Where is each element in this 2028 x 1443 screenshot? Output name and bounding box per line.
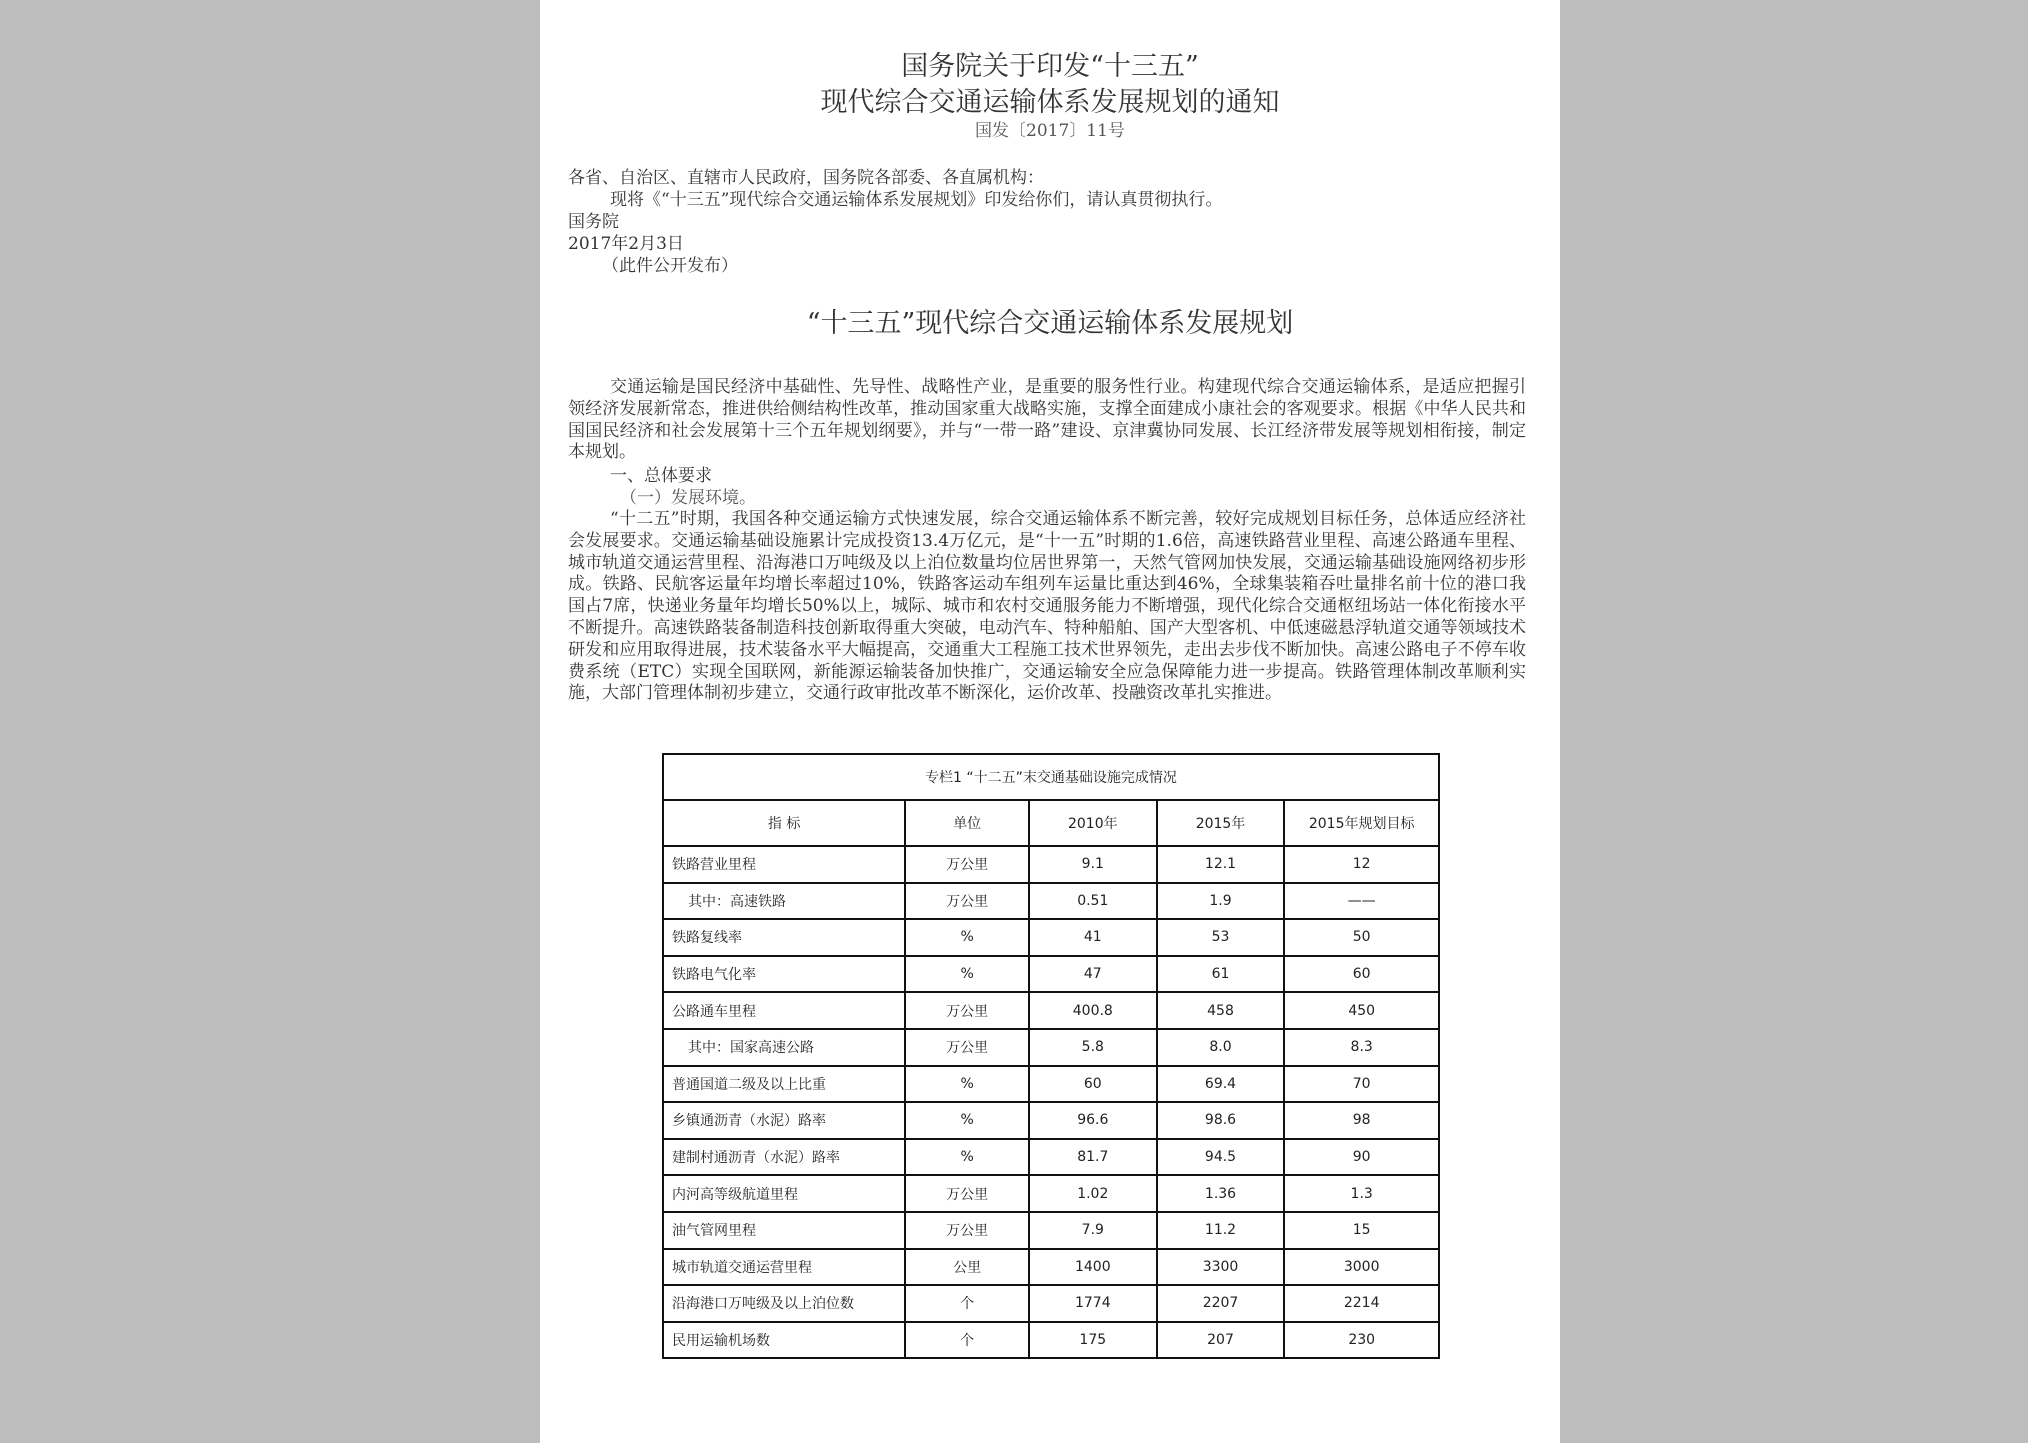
value-2010: 400.8 <box>1029 992 1157 1029</box>
row-indicator: 油气管网里程 <box>663 1212 905 1249</box>
addressee: 各省、自治区、直辖市人民政府，国务院各部委、各直属机构： <box>568 168 1044 188</box>
value-2015: 94.5 <box>1157 1139 1285 1176</box>
value-2015: 12.1 <box>1157 846 1285 883</box>
value-2010: 1774 <box>1029 1285 1157 1322</box>
row-unit: % <box>905 1139 1029 1176</box>
table-row <box>663 1175 1439 1212</box>
value-2015: 1.9 <box>1157 883 1285 920</box>
row-indicator: 城市轨道交通运营里程 <box>663 1249 905 1286</box>
value-target: 230 <box>1284 1322 1439 1359</box>
value-2010: 9.1 <box>1029 846 1157 883</box>
row-indicator: 铁路电气化率 <box>663 956 905 993</box>
intro-paragraph: 交通运输是国民经济中基础性、先导性、战略性产业，是重要的服务性行业。构建现代综合交通运输体系，是适应把握引领经济发展新常态，推进供给侧结构性改革，推动国家重大战略实施，支撑全面建成小康社会的客观要求。根据《中华人民共和国国民经济和社会发展第十三个五年规划纲要》，并与“一带一路”建设、京津冀协同发展、长江经济带发展等规划相衔接，制定本规划。 <box>568 377 1526 463</box>
row-indicator: 沿海港口万吨级及以上泊位数 <box>663 1285 905 1322</box>
value-target: —— <box>1284 883 1439 920</box>
signer: 国务院 <box>568 212 619 232</box>
value-2010: 47 <box>1029 956 1157 993</box>
row-unit: % <box>905 956 1029 993</box>
row-indicator: 公路通车里程 <box>663 992 905 1029</box>
value-target: 60 <box>1284 956 1439 993</box>
table-header-row <box>663 800 1439 846</box>
value-target: 2214 <box>1284 1285 1439 1322</box>
value-target: 98 <box>1284 1102 1439 1139</box>
table-row <box>663 1322 1439 1359</box>
column-header: 2015年 <box>1157 800 1285 846</box>
row-indicator: 民用运输机场数 <box>663 1322 905 1359</box>
value-target: 1.3 <box>1284 1175 1439 1212</box>
row-unit: 万公里 <box>905 1212 1029 1249</box>
value-2015: 458 <box>1157 992 1285 1029</box>
value-target: 12 <box>1284 846 1439 883</box>
value-2010: 60 <box>1029 1066 1157 1103</box>
table-row <box>663 883 1439 920</box>
table-row <box>663 846 1439 883</box>
column-header: 指 标 <box>663 800 905 846</box>
row-unit: 万公里 <box>905 1029 1029 1066</box>
value-target: 15 <box>1284 1212 1439 1249</box>
table-row <box>663 1102 1439 1139</box>
value-2010: 7.9 <box>1029 1212 1157 1249</box>
value-2015: 69.4 <box>1157 1066 1285 1103</box>
value-target: 70 <box>1284 1066 1439 1103</box>
value-2010: 1400 <box>1029 1249 1157 1286</box>
value-target: 450 <box>1284 992 1439 1029</box>
plan-title: “十三五”现代综合交通运输体系发展规划 <box>806 308 1294 339</box>
row-unit: % <box>905 919 1029 956</box>
value-2015: 11.2 <box>1157 1212 1285 1249</box>
value-2015: 3300 <box>1157 1249 1285 1286</box>
row-unit: 万公里 <box>905 846 1029 883</box>
column-header: 单位 <box>905 800 1029 846</box>
table-caption: 专栏1 “十二五”末交通基础设施完成情况 <box>663 754 1439 800</box>
value-2010: 41 <box>1029 919 1157 956</box>
value-2015: 2207 <box>1157 1285 1285 1322</box>
table-row <box>663 1066 1439 1103</box>
table-row <box>663 1212 1439 1249</box>
value-2015: 98.6 <box>1157 1102 1285 1139</box>
table-row <box>663 919 1439 956</box>
table-row <box>663 992 1439 1029</box>
row-indicator: 普通国道二级及以上比重 <box>663 1066 905 1103</box>
row-indicator: 铁路复线率 <box>663 919 905 956</box>
notice-title-line1: 国务院关于印发“十三五” <box>901 51 1199 82</box>
row-unit: 个 <box>905 1285 1029 1322</box>
environment-paragraph: “十二五”时期，我国各种交通运输方式快速发展，综合交通运输体系不断完善，较好完成规划目标任务，总体适应经济社会发展要求。交通运输基础设施累计完成投资13.4万亿元，是“十一五”时期的1.6倍，高速铁路营业里程、高速公路通车里程、城市轨道交通运营里程、沿海港口万吨级及以上泊位数量均位居世界第一，天然气管网加快发展，交通运输基础设施网络初步形成。铁路、民航客运量年均增长率超过10%，铁路客运动车组列车运量比重达到46%，全球集装箱吞吐量排名前十位的港口我国占7席，快递业务量年均增长50%以上，城际、城市和农村交通服务能力不断增强，现代化综合交通枢纽场站一体化衔接水平不断提升。高速铁路装备制造科技创新取得重大突破，电动汽车、特种船舶、国产大型客机、中低速磁悬浮轨道交通等领域技术研发和应用取得进展，技术装备水平大幅提高，交通重大工程施工技术世界领先，走出去步伐不断加快。高速公路电子不停车收费系统（ETC）实现全国联网，新能源运输装备加快推广，交通运输安全应急保障能力进一步提高。铁路管理体制改革顺利实施，大部门管理体制初步建立，交通行政审批改革不断深化，运价改革、投融资改革扎实推进。 <box>568 509 1526 704</box>
notice-body: 现将《“十三五”现代综合交通运输体系发展规划》印发给你们，请认真贯彻执行。 <box>610 190 1223 210</box>
value-2010: 5.8 <box>1029 1029 1157 1066</box>
value-target: 50 <box>1284 919 1439 956</box>
row-indicator: 其中：高速铁路 <box>663 883 905 920</box>
column-header: 2010年 <box>1029 800 1157 846</box>
row-indicator: 铁路营业里程 <box>663 846 905 883</box>
value-2010: 81.7 <box>1029 1139 1157 1176</box>
infrastructure-table <box>662 753 1440 1359</box>
value-2010: 0.51 <box>1029 883 1157 920</box>
subsection-heading: （一）发展环境。 <box>620 488 756 508</box>
section-heading: 一、总体要求 <box>610 466 712 486</box>
row-indicator: 建制村通沥青（水泥）路率 <box>663 1139 905 1176</box>
row-unit: 万公里 <box>905 992 1029 1029</box>
value-target: 90 <box>1284 1139 1439 1176</box>
value-2015: 8.0 <box>1157 1029 1285 1066</box>
issue-date: 2017年2月3日 <box>568 234 684 254</box>
row-indicator: 乡镇通沥青（水泥）路率 <box>663 1102 905 1139</box>
table-row <box>663 1029 1439 1066</box>
document-page <box>540 0 1560 1443</box>
column-header: 2015年规划目标 <box>1284 800 1439 846</box>
table-row <box>663 1139 1439 1176</box>
value-2010: 175 <box>1029 1322 1157 1359</box>
row-unit: 万公里 <box>905 1175 1029 1212</box>
row-unit: % <box>905 1066 1029 1103</box>
row-unit: % <box>905 1102 1029 1139</box>
value-target: 8.3 <box>1284 1029 1439 1066</box>
value-2010: 96.6 <box>1029 1102 1157 1139</box>
table-row <box>663 1249 1439 1286</box>
row-unit: 个 <box>905 1322 1029 1359</box>
value-2015: 53 <box>1157 919 1285 956</box>
row-indicator: 内河高等级航道里程 <box>663 1175 905 1212</box>
value-2015: 207 <box>1157 1322 1285 1359</box>
value-2010: 1.02 <box>1029 1175 1157 1212</box>
notice-title-line2: 现代综合交通运输体系发展规划的通知 <box>820 87 1280 118</box>
value-target: 3000 <box>1284 1249 1439 1286</box>
document-number: 国发〔2017〕11号 <box>975 121 1125 141</box>
value-2015: 1.36 <box>1157 1175 1285 1212</box>
value-2015: 61 <box>1157 956 1285 993</box>
row-indicator: 其中：国家高速公路 <box>663 1029 905 1066</box>
publication-note: （此件公开发布） <box>602 256 738 276</box>
table-row <box>663 1285 1439 1322</box>
row-unit: 公里 <box>905 1249 1029 1286</box>
row-unit: 万公里 <box>905 883 1029 920</box>
table-row <box>663 956 1439 993</box>
